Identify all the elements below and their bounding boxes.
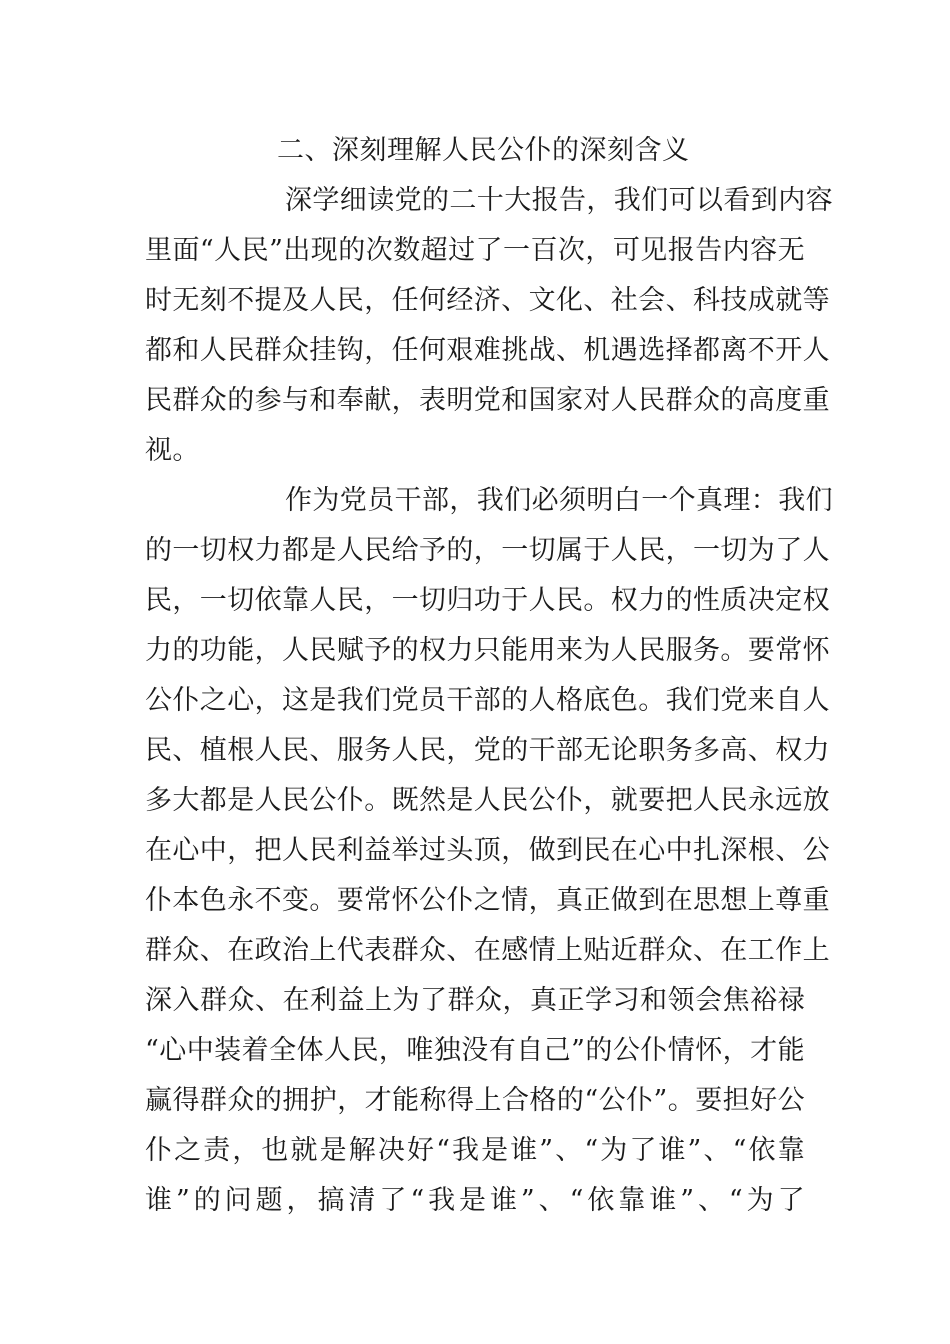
paragraph-1-line: 都和人民群众挂钩，任何艰难挑战、机遇选择都离不开人 [145,335,830,366]
paragraph-2-line: 谁”的问题，搞清了“我是谁”、“依靠谁”、“为了 [145,1185,805,1216]
paragraph-2-line: 的一切权力都是人民给予的，一切属于人民，一切为了人 [145,535,830,566]
paragraph-2-line: 力的功能，人民赋予的权力只能用来为人民服务。要常怀 [145,635,830,666]
paragraph-2-line: 深入群众、在利益上为了群众，真正学习和领会焦裕禄 [145,985,805,1016]
paragraph-2-line: “心中装着全体人民，唯独没有自己”的公仆情怀，才能 [145,1035,805,1066]
paragraph-2-line: 民、植根人民、服务人民，党的干部无论职务多高、权力 [145,735,830,766]
paragraph-2-line: 赢得群众的拥护，才能称得上合格的“公仆”。要担好公 [145,1085,805,1116]
paragraph-1-line: 视。 [145,435,200,466]
paragraph-1-line: 深学细读党的二十大报告，我们可以看到内容 [285,185,833,216]
section-heading: 二、深刻理解人民公仆的深刻含义 [277,135,690,166]
paragraph-1-line: 里面“人民”出现的次数超过了一百次，可见报告内容无 [145,235,805,266]
paragraph-2-line: 群众、在政治上代表群众、在感情上贴近群众、在工作上 [145,935,830,966]
paragraph-2-line: 民，一切依靠人民，一切归功于人民。权力的性质决定权 [145,585,830,616]
paragraph-1-line: 时无刻不提及人民，任何经济、文化、社会、科技成就等 [145,285,830,316]
paragraph-2-line: 在心中，把人民利益举过头顶，做到民在心中扎深根、公 [145,835,830,866]
paragraph-2-line: 多大都是人民公仆。既然是人民公仆，就要把人民永远放 [145,785,830,816]
paragraph-2-line: 仆之责，也就是解决好“我是谁”、“为了谁”、“依靠 [145,1135,805,1166]
paragraph-2-line: 公仆之心，这是我们党员干部的人格底色。我们党来自人 [145,685,830,716]
paragraph-1-line: 民群众的参与和奉献，表明党和国家对人民群众的高度重 [145,385,830,416]
paragraph-2-line: 作为党员干部，我们必须明白一个真理：我们 [285,485,833,516]
paragraph-2-line: 仆本色永不变。要常怀公仆之情，真正做到在思想上尊重 [145,885,830,916]
